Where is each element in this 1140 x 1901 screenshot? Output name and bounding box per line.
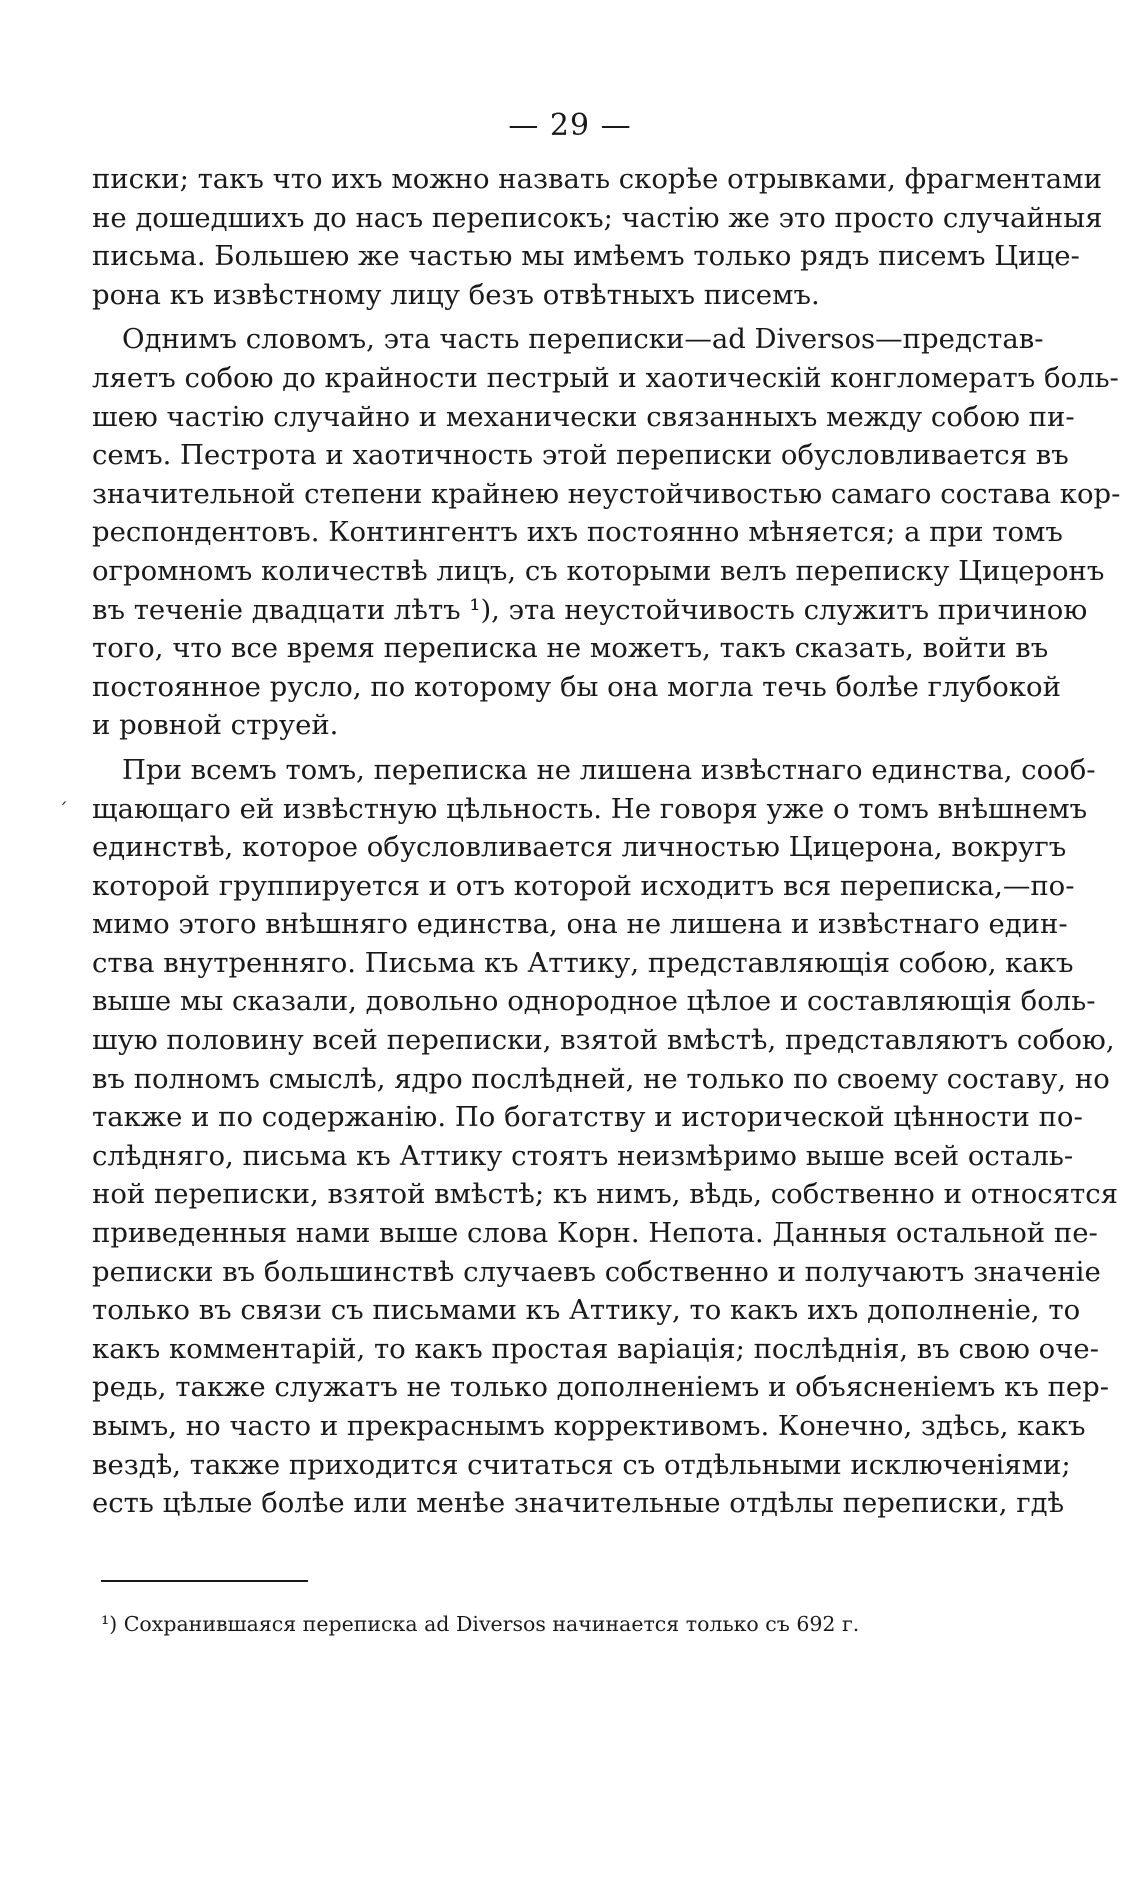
text-line: реписки въ большинствѣ случаевъ собственно и получаютъ значеніе	[92, 1255, 1101, 1288]
text-line: огромномъ количествѣ лицъ, съ которыми велъ переписку Цицеронъ	[92, 554, 1105, 587]
margin-mark: ˊ	[58, 798, 68, 822]
footnote-rule	[101, 1580, 308, 1582]
paragraph	[92, 160, 1103, 314]
text-line: выше мы сказали, довольно однородное цѣлое и составляющія боль-	[92, 985, 1096, 1018]
text-line: есть цѣлые болѣе или менѣе значительные отдѣлы переписки, гдѣ	[92, 1487, 1065, 1520]
text-line: семъ. Пестрота и хаотичность этой переписки обусловливается въ	[92, 439, 1069, 472]
text-line: письма. Большею же частью мы имѣемъ только рядъ писемъ Цице-	[92, 240, 1080, 273]
body-text	[92, 160, 1121, 1523]
text-line: не дошедшихъ до насъ переписокъ; частію же это просто случайныя	[92, 201, 1103, 234]
text-line: также и по содержанію. По богатству и исторической цѣнности по-	[92, 1101, 1083, 1134]
footnote: ¹) Сохранившаяся переписка ad Diversos начинается только съ 692 г.	[101, 1612, 860, 1636]
text-line: того, что все время переписка не можетъ, такъ сказать, войти въ	[92, 632, 1049, 665]
text-line: значительной степени крайнею неустойчивостью самаго состава кор-	[92, 477, 1121, 510]
text-line: вымъ, но часто и прекраснымъ коррективомъ. Конечно, здѣсь, какъ	[92, 1410, 1086, 1442]
text-line: какъ комментарій, то какъ простая варіація; послѣднія, въ свою оче-	[92, 1332, 1099, 1365]
text-line: и ровной струей.	[92, 709, 339, 742]
text-line: въ теченіе двадцати лѣтъ ¹), эта неустойчивость служитъ причиною	[92, 593, 1088, 626]
paragraph	[92, 320, 1121, 745]
text-line: мимо этого внѣшняго единства, она не лишена и извѣстнаго един-	[92, 908, 1068, 941]
page-number: — 29 —	[508, 108, 632, 143]
text-line: приведенныя нами выше слова Корн. Непота. Данныя остальной пе-	[92, 1217, 1098, 1250]
text-line: постоянное русло, по которому бы она могла течь болѣе глубокой	[92, 670, 1061, 703]
text-line: рона къ извѣстному лицу безъ отвѣтныхъ писемъ.	[92, 278, 820, 311]
text-line: При всемъ томъ, переписка не лишена извѣстнаго единства, сооб-	[122, 753, 1096, 786]
text-line: ства внутренняго. Письма къ Аттику, представляющія собою, какъ	[92, 946, 1074, 979]
text-line: шею частію случайно и механически связанныхъ между собою пи-	[92, 400, 1075, 433]
text-line: Однимъ словомъ, эта часть переписки—ad Diversos—представ-	[122, 323, 1044, 356]
text-line: ной переписки, взятой вмѣстѣ; къ нимъ, вѣдь, собственно и относятся	[92, 1178, 1119, 1211]
text-line: щающаго ей извѣстную цѣльность. Не говоря уже о томъ внѣшнемъ	[92, 792, 1088, 825]
text-line: шую половину всей переписки, взятой вмѣстѣ, представляютъ собою,	[92, 1024, 1115, 1057]
text-line: писки; такъ что ихъ можно назвать скорѣе отрывками, фрагментами	[92, 163, 1102, 195]
text-line: слѣдняго, письма къ Аттику стоятъ неизмѣримо выше всей осталь-	[92, 1139, 1074, 1172]
text-line: ляетъ собою до крайности пестрый и хаотическій конгломератъ боль-	[92, 361, 1119, 394]
text-line: единствѣ, которое обусловливается личностью Цицерона, вокругъ	[92, 831, 1067, 864]
text-line: редь, также служатъ не только дополненіемъ и объясненіемъ къ пер-	[92, 1371, 1110, 1404]
text-line: въ полномъ смыслѣ, ядро послѣдней, не только по своему составу, но	[92, 1062, 1110, 1095]
paragraph	[92, 751, 1119, 1523]
text-line: вездѣ, также приходится считаться съ отдѣльными исключеніями;	[92, 1448, 1071, 1481]
text-line: только въ связи съ письмами къ Аттику, то какъ ихъ дополненіе, то	[92, 1294, 1081, 1327]
text-line: респондентовъ. Контингентъ ихъ постоянно мѣняется; а при томъ	[92, 516, 1063, 549]
text-line: которой группируется и отъ которой исходитъ вся переписка,—по-	[92, 869, 1075, 902]
